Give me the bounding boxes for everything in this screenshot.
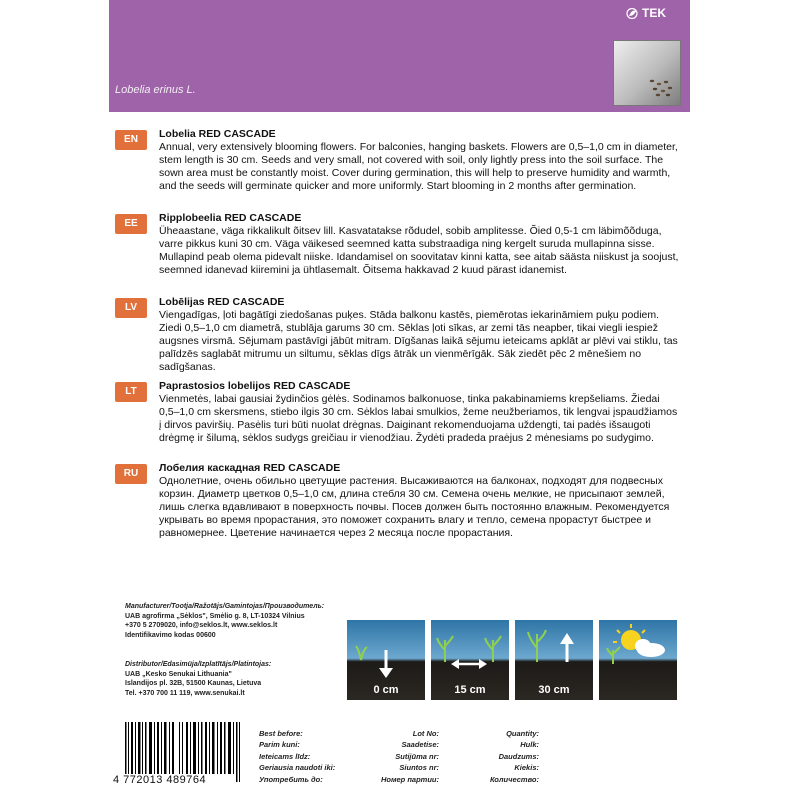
section-title: Paprastosios lobelijos RED CASCADE <box>159 380 351 392</box>
quantity-label: Hulk: <box>520 740 539 750</box>
stage-height <box>515 620 593 700</box>
stage-caption: 30 cm <box>538 684 570 696</box>
distributor-line: UAB „Kesko Senukai Lithuania" <box>125 670 232 678</box>
quantity-label: Количество: <box>489 774 539 784</box>
brand-logo <box>626 6 666 20</box>
stage-light <box>599 620 677 700</box>
seed-packet <box>109 0 690 800</box>
manufacturer-info <box>125 602 345 640</box>
growing-stages <box>347 620 677 700</box>
language-badge: LT <box>115 382 147 402</box>
quantity-labels <box>459 728 539 785</box>
language-badge: LV <box>115 298 147 318</box>
lot-label: Saadetise: <box>401 740 439 750</box>
section-text: Vienmetės, labai gausiai žydinčios gėlės. Sodinamos balkonuose, tinka pakabinamiems krepšeliams. Žiedai 0,5–1,0 cm skersmens, stiebo ilgis 30 cm. Sėklos labai smulkios, žeme neužberiamos, tik lengvai įspaudžiamos į dirvos paviršių. Pasėlis turi būti nuolat drėgnas. Daiginant rekomenduojama uždengti, tai padės išsaugoti drėgmę ir šilumą, sėklos sudygs greičiau ir vienodžiau. Žydėti pradeda praėjus 2 mėnesiams po sudygimo. <box>159 393 678 444</box>
best-before-label: Geriausia naudoti iki: <box>259 763 336 773</box>
language-badge: EE <box>115 214 147 234</box>
best-before-labels <box>259 728 335 785</box>
section-text: Üheaastane, väga rikkalikult õitsev lill. Kasvatatakse rõdudel, sobib amplitesse. Õied 0,5-1 cm läbimõõduga, varre pikkus kuni 30 cm. Väga väikesed seemned katta substraadiga ning kergelt suruda mullapinna sisse. Mullapind peab olema pidevalt niiske. Idandamisel on soovitatav kinni katta, see aitab säästa niiskust ja soojust, seemned idanevad kiiremini ja ühtlasemalt. Õitsema hakkavad 2 kuud pärast idanemist. <box>159 225 679 276</box>
distributor-line: Tel. +370 700 11 119, www.senukai.lt <box>125 689 245 697</box>
manufacturer-line: UAB agrofirma „Sėklos", Smėlio g. 8, LT-10324 Vilnius <box>125 612 305 620</box>
distributor-info <box>125 660 345 698</box>
manufacturer-label: Manufacturer/Tootja/Ražotājs/Gamintojas/Производитель: <box>125 603 325 610</box>
packet-header <box>109 0 690 112</box>
quantity-label: Kiekis: <box>514 763 539 773</box>
barcode-number: 4 772013 489764 <box>113 774 207 786</box>
section-text: Annual, very extensively blooming flowers. For balconies, hanging baskets. Flowers are 0,5–1,0 cm in diameter, stem length is 30 cm. Seeds and very small, not covered with soil, only lightly press into the soil surface. The sown area must be constantly moist. Cover during germination, this will help to preserve humidity and warmth, and the seeds will germinate quicker and more uniformly. Start blooming in 2 months after germination. <box>159 141 678 192</box>
best-before-label: Ieteicams līdz: <box>259 751 311 761</box>
section-title: Лобелия каскадная RED CASCADE <box>159 462 341 474</box>
best-before-label: Употребить до: <box>259 774 323 784</box>
sun-cloud-icon <box>599 620 677 700</box>
stage-spacing <box>431 620 509 700</box>
distributor-line: Islandijos pl. 32B, 51500 Kaunas, Lietuva <box>125 680 262 688</box>
lot-label: Lot No: <box>412 729 439 738</box>
brand-name: TEK <box>642 6 666 20</box>
section-title: Ripplobeelia RED CASCADE <box>159 212 302 224</box>
manufacturer-line: +370 5 2709020, info@seklos.lt, www.seklos.lt <box>125 622 278 630</box>
seed-photo <box>613 40 681 106</box>
leaf-icon <box>626 8 639 19</box>
stage-caption: 15 cm <box>454 684 486 696</box>
quantity-label: Quantity: <box>506 729 539 738</box>
latin-name: Lobelia erinus L. <box>115 84 196 96</box>
language-badge: RU <box>115 464 147 484</box>
stage-sowing <box>347 620 425 700</box>
section-text: Viengadīgas, ļoti bagātīgi ziedošanas puķes. Stāda balkonu kastēs, piemērotas iekarināmiem puķu podiem. Ziedi 0,5–1,0 cm diametrā, stublāja garums 30 cm. Sēklas ļoti sīkas, ar zemi tās neapber, tikai viegli iespiež augsnes virsmā. Sējumam pastāvīgi jābūt mitram. Dīgšanas laikā sējumu ieteicams apklāt ar plēvi vai stiklu, tas palīdzēs saglabāt mitrumu un siltumu, sēklas dīgs ātrāk un vienmērīgāk. Sāk ziedēt pēc 2 mēnešiem no sadīgšanas. <box>159 309 678 373</box>
best-before-label: Best before: <box>259 729 303 738</box>
distributor-label: Distributor/Edasimüja/Izplatītājs/Platintojas: <box>125 661 272 668</box>
manufacturer-line: Identifikavimo kodas 00600 <box>125 631 216 639</box>
lot-label: Siuntos nr: <box>399 763 439 773</box>
lot-labels <box>359 728 439 785</box>
lot-label: Sutijūma nr: <box>395 751 439 761</box>
language-badge: EN <box>115 130 147 150</box>
section-title: Lobelia RED CASCADE <box>159 128 276 140</box>
best-before-label: Parim kuni: <box>259 740 300 750</box>
seeds-image <box>646 75 676 99</box>
quantity-label: Daudzums: <box>498 751 539 761</box>
lot-label: Номер партии: <box>380 774 439 784</box>
section-text: Однолетние, очень обильно цветущие растения. Высаживаются на балконах, подходят для подвесных корзин. Диаметр цветков 0,5–1,0 см, длина стебля 30 см. Семена очень мелкие, не присыпают землей, лишь слегка вдавливают в поверхность почвы. Посев должен быть постоянно влажным. Рекомендуется укрывать во время прорастания, это поможет сохранить влагу и тепло, семена прорастут быстрее и равномернее. Цветение начинается через 2 месяца после прорастания. <box>159 475 670 539</box>
stage-caption: 0 cm <box>373 684 399 696</box>
section-title: Lobēlijas RED CASCADE <box>159 296 285 308</box>
